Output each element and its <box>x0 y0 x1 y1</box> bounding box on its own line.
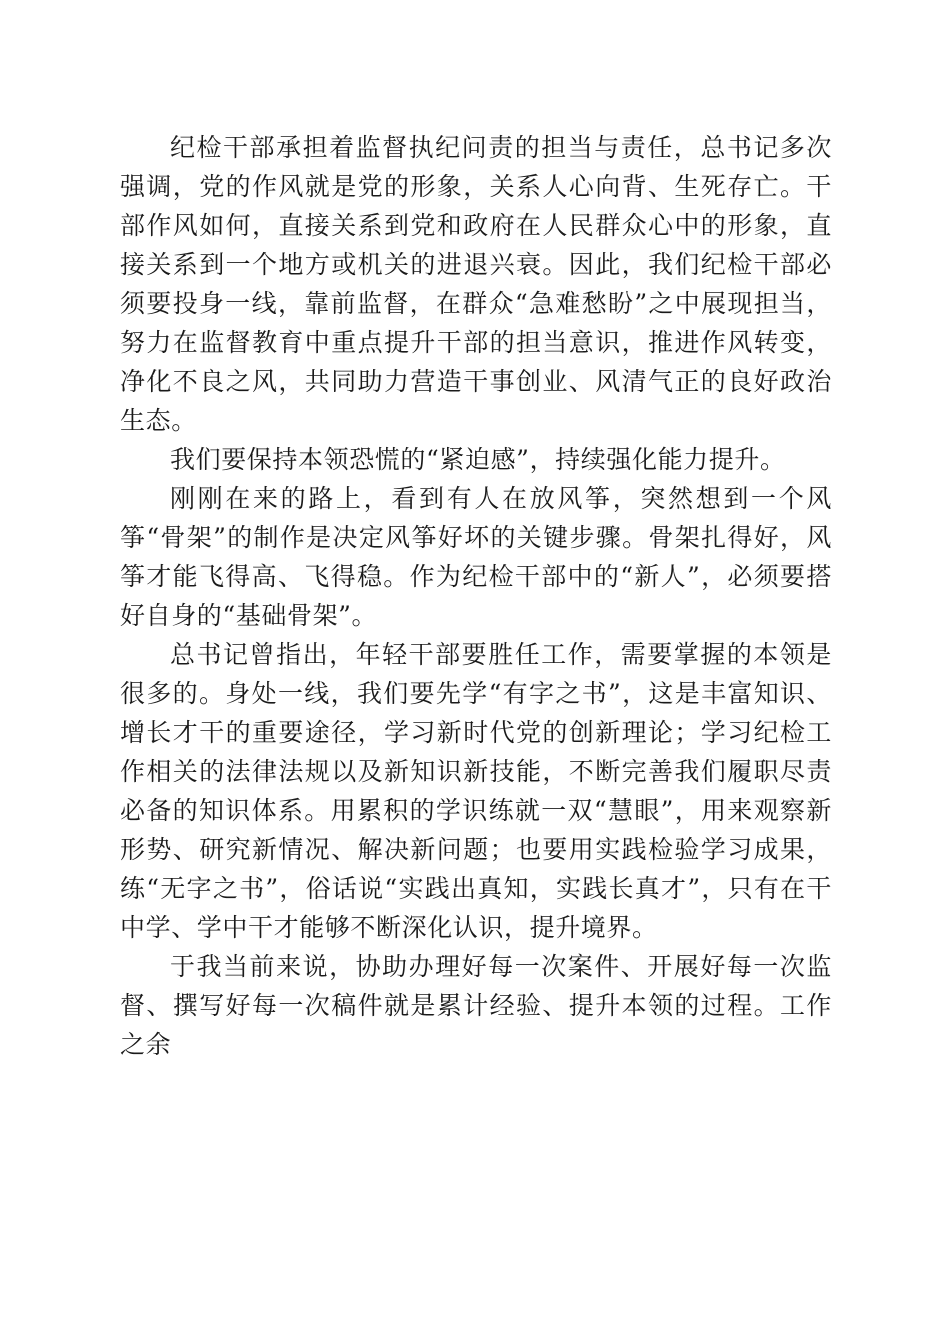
paragraph-2: 我们要保持本领恐慌的“紧迫感”，持续强化能力提升。 <box>170 445 786 474</box>
paragraph-4: 总书记曾指出，年轻干部要胜任工作，需要掌握的本领是很多的。身处一线，我们要先学“有字之书”，这是丰富知识、增长才干的重要途径，学习新时代党的创新理论；学习纪检工作相关的法律法规以及新知识新技能，不断完善我们履职尽责必备的知识体系。用累积的学识练就一双“慧眼”，用来观察新形势、研究新情况、解决新问题；也要用实践检验学习成果，练“无字之书”，俗话说“实践出真知，实践长真才”，只有在干中学、学中干才能够不断深化认识，提升境界。 <box>120 640 832 942</box>
document-body <box>120 128 832 1064</box>
paragraph-1: 纪检干部承担着监督执纪问责的担当与责任，总书记多次强调，党的作风就是党的形象，关系人心向背、生死存亡。干部作风如何，直接关系到党和政府在人民群众心中的形象，直接关系到一个地方或机关的进退兴衰。因此，我们纪检干部必须要投身一线，靠前监督，在群众“急难愁盼”之中展现担当，努力在监督教育中重点提升干部的担当意识，推进作风转变，净化不良之风，共同助力营造干事创业、风清气正的良好政治生态。 <box>120 133 832 435</box>
paragraph-5: 于我当前来说，协助办理好每一次案件、开展好每一次监督、撰写好每一次稿件就是累计经验、提升本领的过程。工作之余 <box>120 952 832 1059</box>
paragraph-3: 刚刚在来的路上，看到有人在放风筝，突然想到一个风筝“骨架”的制作是决定风筝好坏的关键步骤。骨架扎得好，风筝才能飞得高、飞得稳。作为纪检干部中的“新人”，必须要搭好自身的“基础骨架”。 <box>120 484 832 630</box>
